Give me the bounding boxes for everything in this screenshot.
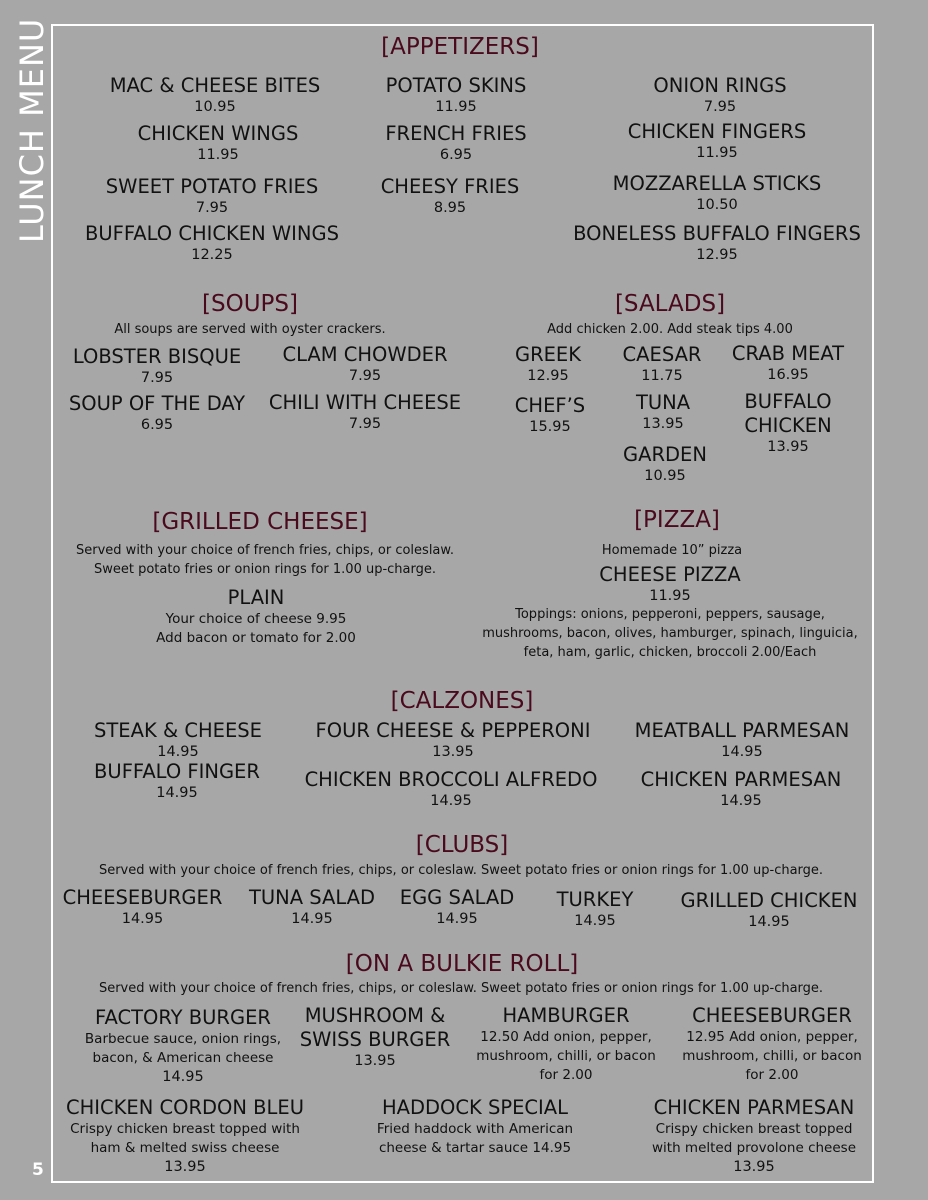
- item-name: CHEESY FRIES: [380, 175, 520, 198]
- appetizers-heading: [APPETIZERS]: [381, 34, 539, 60]
- menu-item: [597, 172, 837, 214]
- item-name: TUNA: [635, 391, 691, 414]
- menu-item: [505, 394, 595, 436]
- item-name: FOUR CHEESE & PEPPERONI: [315, 719, 591, 742]
- toppings-line: Toppings: onions, pepperoni, peppers, sausage,: [515, 607, 825, 622]
- salads-heading: [SALADS]: [614, 291, 726, 317]
- item-name: CHICKEN PARMESAN: [640, 768, 842, 791]
- menu-item: [356, 122, 556, 164]
- item-description: bacon, & American cheese: [92, 1050, 274, 1066]
- menu-item: [672, 1004, 872, 1085]
- menu-item: [545, 888, 645, 930]
- item-price: 13.95: [733, 1159, 775, 1175]
- item-name: CHICKEN BROCCOLI ALFREDO: [304, 768, 598, 791]
- item-name: CHEESEBURGER: [692, 1004, 852, 1027]
- item-name: CHEF’S: [514, 394, 586, 417]
- bulkie-note: Served with your choice of french fries, chips, or coleslaw. Sweet potato fries or onion rings for 1.00 up-charge.: [98, 981, 824, 996]
- menu-item: [295, 1004, 455, 1070]
- item-name: CAESAR: [622, 343, 702, 366]
- item-description: Barbecue sauce, onion rings,: [84, 1031, 282, 1047]
- item-price: 6.95: [140, 417, 174, 433]
- item-description: for 2.00: [745, 1067, 799, 1083]
- item-price: 11.75: [641, 368, 683, 384]
- item-price: 13.95: [354, 1053, 396, 1069]
- note-line: Served with your choice of french fries, chips, or coleslaw.: [76, 543, 454, 558]
- side-title: LUNCH MENU: [13, 17, 51, 243]
- item-name: SWISS BURGER: [299, 1028, 451, 1051]
- item-price: 15.95: [529, 419, 571, 435]
- menu-item: [618, 391, 708, 433]
- item-price: 11.95: [435, 99, 477, 115]
- menu-item: [260, 391, 470, 433]
- menu-item: [675, 889, 863, 931]
- item-description: 12.95 Add onion, pepper,: [686, 1029, 858, 1045]
- item-description: Add bacon or tomato for 2.00: [156, 630, 356, 646]
- bulkie-heading: [ON A BULKIE ROLL]: [345, 951, 579, 977]
- menu-item: [466, 1004, 666, 1085]
- item-name: MAC & CHEESE BITES: [109, 74, 321, 97]
- item-price: 14.95: [721, 744, 763, 760]
- item-price: 14.95: [436, 911, 478, 927]
- menu-item: [350, 175, 550, 217]
- item-description: Crispy chicken breast topped with: [70, 1121, 300, 1137]
- menu-item: [92, 175, 332, 217]
- salads-note: Add chicken 2.00. Add steak tips 4.00: [547, 322, 793, 337]
- menu-item: [360, 1096, 590, 1158]
- grilled-cheese-note: [55, 541, 475, 579]
- item-description: Your choice of cheese 9.95: [165, 611, 347, 627]
- menu-item: [270, 343, 460, 385]
- item-name: CHICKEN PARMESAN: [653, 1096, 855, 1119]
- item-price: 7.95: [348, 416, 382, 432]
- item-price: 10.50: [696, 197, 738, 213]
- item-name: POTATO SKINS: [385, 74, 527, 97]
- item-price: 14.95: [162, 1069, 204, 1085]
- item-description: with melted provolone cheese: [651, 1140, 857, 1156]
- item-price: 11.95: [649, 588, 691, 604]
- item-name: TUNA SALAD: [248, 886, 376, 909]
- menu-item: [612, 343, 712, 385]
- item-name: HAMBURGER: [502, 1004, 630, 1027]
- item-price: 12.95: [527, 368, 569, 384]
- item-name: LOBSTER BISQUE: [72, 345, 242, 368]
- item-price: 14.95: [720, 793, 762, 809]
- menu-item: [630, 768, 852, 810]
- item-name: ONION RINGS: [653, 74, 787, 97]
- menu-item: [597, 120, 837, 162]
- item-price: 13.95: [642, 416, 684, 432]
- item-name: SWEET POTATO FRIES: [105, 175, 319, 198]
- menu-item: [570, 563, 770, 605]
- item-price: 10.95: [644, 468, 686, 484]
- clubs-heading: [CLUBS]: [415, 832, 509, 858]
- item-description: cheese & tartar sauce 14.95: [378, 1140, 572, 1156]
- menu-item: [733, 390, 843, 456]
- item-name: CHICKEN FINGERS: [627, 120, 807, 143]
- item-price: 14.95: [157, 744, 199, 760]
- menu-item: [296, 768, 606, 810]
- item-name: GARDEN: [623, 443, 707, 466]
- item-price: 12.25: [191, 247, 233, 263]
- item-price: 14.95: [430, 793, 472, 809]
- item-name: BUFFALO FINGER: [94, 760, 260, 783]
- item-price: 7.95: [348, 368, 382, 384]
- item-name: SOUP OF THE DAY: [68, 392, 246, 415]
- item-price: 14.95: [156, 785, 198, 801]
- item-description: Fried haddock with American: [376, 1121, 574, 1137]
- item-price: 8.95: [433, 200, 467, 216]
- grilled-cheese-heading: [GRILLED CHEESE]: [152, 509, 368, 535]
- pizza-heading: [PIZZA]: [634, 507, 720, 533]
- menu-item: [95, 74, 335, 116]
- pizza-note: Homemade 10” pizza: [601, 543, 743, 558]
- item-name: MUSHROOM &: [304, 1004, 446, 1027]
- item-price: 14.95: [291, 911, 333, 927]
- item-name: CHEESEBURGER: [62, 886, 223, 909]
- item-name: MEATBALL PARMESAN: [634, 719, 850, 742]
- menu-item: [57, 392, 257, 434]
- toppings-line: mushrooms, bacon, olives, hamburger, spinach, linguicia,: [482, 626, 858, 641]
- menu-item: [156, 586, 356, 648]
- item-name: MOZZARELLA STICKS: [612, 172, 822, 195]
- toppings-line: feta, ham, garlic, chicken, broccoli 2.00/Each: [523, 645, 817, 660]
- menu-item: [394, 886, 520, 928]
- menu-item: [624, 719, 860, 761]
- menu-item: [62, 345, 252, 387]
- item-name: CRAB MEAT: [731, 342, 845, 365]
- item-description: for 2.00: [539, 1067, 593, 1083]
- note-line: Sweet potato fries or onion rings for 1.00 up-charge.: [93, 562, 437, 577]
- menu-item: [72, 222, 352, 264]
- item-price: 12.95: [696, 247, 738, 263]
- item-name: CHICKEN CORDON BLEU: [65, 1096, 305, 1119]
- calzones-heading: [CALZONES]: [390, 688, 534, 714]
- menu-item: [610, 443, 720, 485]
- page-number: 5: [32, 1160, 44, 1180]
- item-price: 16.95: [767, 367, 809, 383]
- menu-item: [567, 222, 867, 264]
- item-name: FACTORY BURGER: [95, 1006, 271, 1029]
- item-price: 11.95: [197, 147, 239, 163]
- menu-item: [58, 1096, 312, 1176]
- item-price: 6.95: [439, 147, 473, 163]
- menu-item: [82, 760, 272, 802]
- item-name: GREEK: [514, 343, 582, 366]
- menu-item: [722, 342, 854, 384]
- item-price: 14.95: [574, 913, 616, 929]
- item-price: 7.95: [195, 200, 229, 216]
- item-description: mushroom, chilli, or bacon: [682, 1048, 862, 1064]
- item-price: 13.95: [164, 1159, 206, 1175]
- item-price: 13.95: [767, 439, 809, 455]
- menu-item: [503, 343, 593, 385]
- item-description: Crispy chicken breast topped: [655, 1121, 853, 1137]
- item-name: PLAIN: [227, 586, 285, 609]
- item-description: mushroom, chilli, or bacon: [476, 1048, 656, 1064]
- item-description: 12.50 Add onion, pepper,: [480, 1029, 652, 1045]
- item-name: FRENCH FRIES: [385, 122, 527, 145]
- clubs-note: Served with your choice of french fries, chips, or coleslaw. Sweet potato fries or onion rings for 1.00 up-charge.: [98, 863, 824, 878]
- menu-item: [88, 719, 268, 761]
- item-name: HADDOCK SPECIAL: [381, 1096, 568, 1119]
- item-name: BUFFALO: [744, 390, 832, 413]
- item-name: GRILLED CHICKEN: [680, 889, 858, 912]
- soups-note: All soups are served with oyster crackers.: [114, 322, 386, 337]
- item-name: EGG SALAD: [399, 886, 515, 909]
- menu-item: [242, 886, 382, 928]
- item-price: 14.95: [121, 911, 164, 927]
- soups-heading: [SOUPS]: [202, 291, 298, 317]
- menu-item: [80, 1006, 286, 1086]
- item-name: BONELESS BUFFALO FINGERS: [573, 222, 861, 245]
- item-price: 11.95: [696, 145, 738, 161]
- item-name: CHEESE PIZZA: [599, 563, 741, 586]
- item-name: TURKEY: [556, 888, 634, 911]
- menu-item: [610, 74, 830, 116]
- menu-item: [60, 886, 225, 928]
- item-price: 10.95: [194, 99, 236, 115]
- item-name: CLAM CHOWDER: [282, 343, 448, 366]
- menu-item: [108, 122, 328, 164]
- item-price: 13.95: [432, 744, 474, 760]
- menu-item: [643, 1096, 865, 1176]
- item-price: 7.95: [140, 370, 174, 386]
- menu-item: [308, 719, 598, 761]
- item-price: 7.95: [703, 99, 737, 115]
- item-name: CHICKEN WINGS: [137, 122, 299, 145]
- item-description: ham & melted swiss cheese: [90, 1140, 280, 1156]
- item-name: BUFFALO CHICKEN WINGS: [85, 222, 339, 245]
- item-price: 14.95: [748, 914, 790, 930]
- item-name: STEAK & CHEESE: [94, 719, 262, 742]
- pizza-toppings: [470, 605, 870, 662]
- item-name: CHILI WITH CHEESE: [268, 391, 462, 414]
- menu-item: [356, 74, 556, 116]
- item-name: CHICKEN: [744, 414, 832, 437]
